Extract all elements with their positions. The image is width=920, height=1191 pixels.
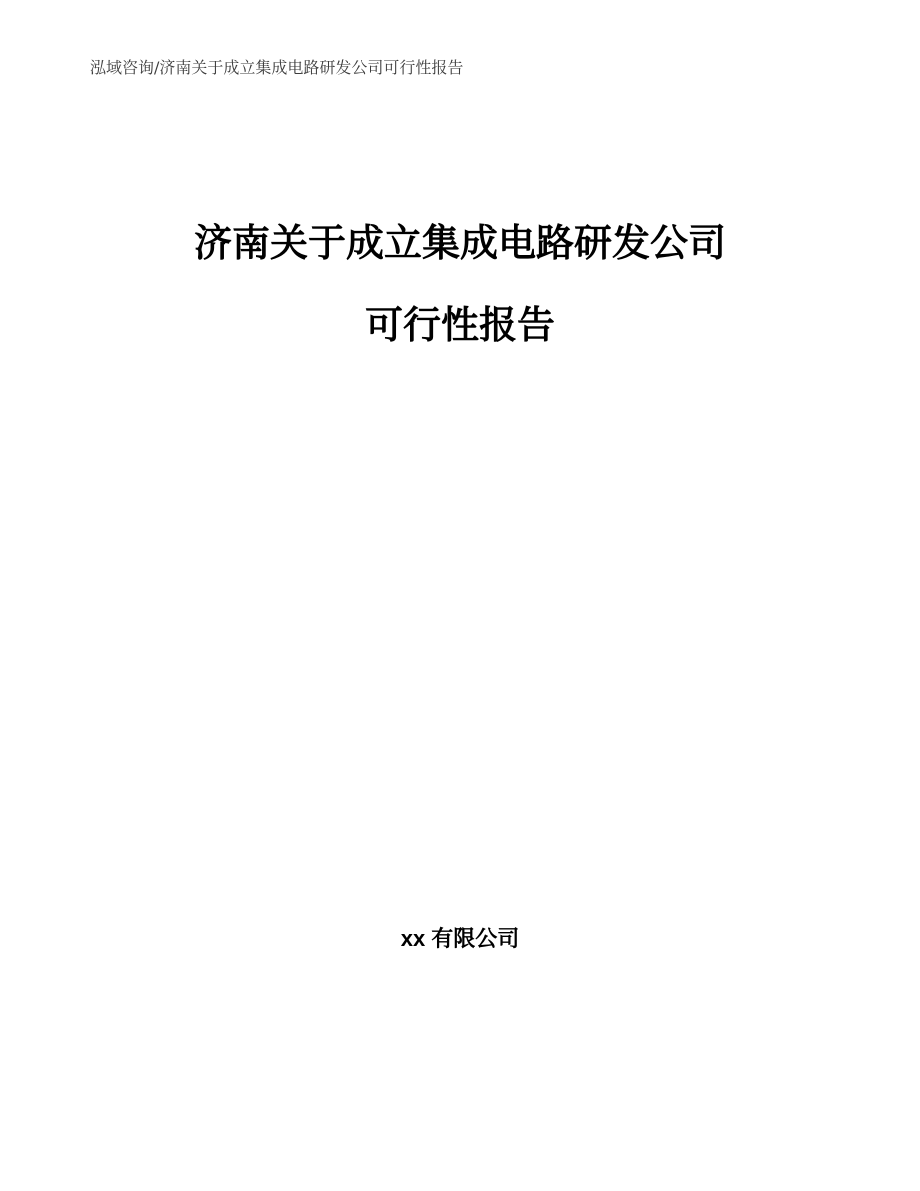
- page-header: [90, 57, 463, 78]
- company-name: xx 有限公司: [400, 926, 520, 951]
- page-header-text: 泓域咨询/济南关于成立集成电路研发公司可行性报告: [90, 58, 464, 77]
- report-title: [0, 203, 920, 367]
- report-title-line2: 可行性报告: [364, 305, 555, 347]
- report-title-line1: 济南关于成立集成电路研发公司: [193, 223, 726, 265]
